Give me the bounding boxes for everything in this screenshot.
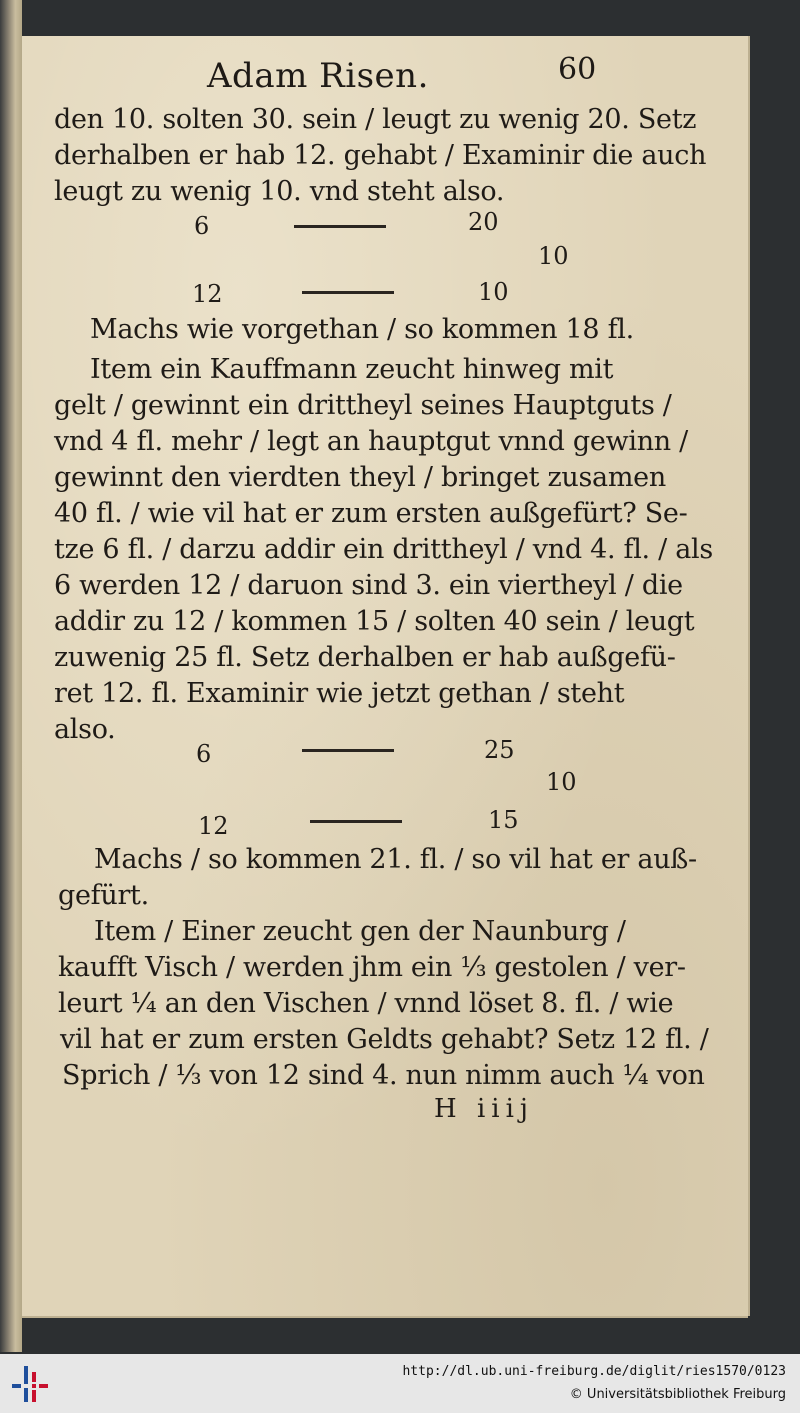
text-line: 6 werden 12 / daruon sind 3. ein viertheyl / die xyxy=(54,570,683,601)
text-line: Sprich / ⅓ von 12 sind 4. nun nimm auch ¼ von xyxy=(62,1060,705,1091)
signature-mark: H iiij xyxy=(434,1094,534,1124)
scheme2-bottom-right: 15 xyxy=(488,806,519,834)
text-line: also. xyxy=(54,714,116,745)
text-line: leurt ¼ an den Vischen / vnnd löset 8. fl. / wie xyxy=(58,988,674,1019)
scheme2-top-right: 25 xyxy=(484,736,515,764)
text-line: vil hat er zum ersten Geldts gehabt? Setz 12 fl. / xyxy=(60,1024,709,1055)
credit-bar xyxy=(0,1354,800,1413)
text-line: gefürt. xyxy=(58,880,149,911)
text-line: gelt / gewinnt ein drittheyl seines Hauptguts / xyxy=(54,390,672,421)
permalink-url[interactable]: http://dl.ub.uni-freiburg.de/diglit/ries1570/0123 xyxy=(402,1364,786,1379)
page-number: 60 xyxy=(558,52,597,87)
text-line: gewinnt den vierdten theyl / bringet zusamen xyxy=(54,462,666,493)
book-page xyxy=(22,36,748,1316)
text-line: 40 fl. / wie vil hat er zum ersten außgefürt? Se- xyxy=(54,498,688,529)
scheme1-bottom-dash xyxy=(302,291,394,294)
scheme1-top-dash xyxy=(294,225,386,228)
text-line: addir zu 12 / kommen 15 / solten 40 sein / leugt xyxy=(54,606,695,637)
scheme1-top-left: 6 xyxy=(194,212,210,240)
library-logo-icon xyxy=(10,1362,50,1404)
text-line: Item ein Kauffmann zeucht hinweg mit xyxy=(90,354,614,385)
scheme2-top-left: 6 xyxy=(196,740,212,768)
scheme2-bottom-dash xyxy=(310,820,402,823)
scheme2-bottom-left: 12 xyxy=(198,812,229,840)
scheme1-top-right: 20 xyxy=(468,208,499,236)
text-line: derhalben er hab 12. gehabt / Examinir die auch xyxy=(54,140,707,171)
running-head: Adam Risen. xyxy=(207,56,429,96)
scheme2-top-dash xyxy=(302,749,394,752)
text-line: leugt zu wenig 10. vnd steht also. xyxy=(54,176,505,207)
text-line: Machs / so kommen 21. fl. / so vil hat er auß- xyxy=(94,844,697,875)
text-line: den 10. solten 30. sein / leugt zu wenig 20. Setz xyxy=(54,104,697,135)
scheme2-middle: 10 xyxy=(546,768,577,796)
text-line: tze 6 fl. / darzu addir ein drittheyl / vnd 4. fl. / als xyxy=(54,534,713,565)
text-line: zuwenig 25 fl. Setz derhalben er hab außgefü- xyxy=(54,642,676,673)
text-line: Item / Einer zeucht gen der Naunburg / xyxy=(94,916,626,947)
book-binding-edge xyxy=(0,0,22,1352)
scheme1-bottom-left: 12 xyxy=(192,280,223,308)
text-line: kaufft Visch / werden jhm ein ⅓ gestolen / ver- xyxy=(58,952,686,983)
scheme1-bottom-right: 10 xyxy=(478,278,509,306)
scheme1-middle: 10 xyxy=(538,242,569,270)
text-line: ret 12. fl. Examinir wie jetzt gethan / steht xyxy=(54,678,625,709)
copyright-notice: © Universitätsbibliothek Freiburg xyxy=(569,1387,786,1402)
text-line: Machs wie vorgethan / so kommen 18 fl. xyxy=(90,314,634,345)
text-line: vnd 4 fl. mehr / legt an hauptgut vnnd gewinn / xyxy=(54,426,688,457)
